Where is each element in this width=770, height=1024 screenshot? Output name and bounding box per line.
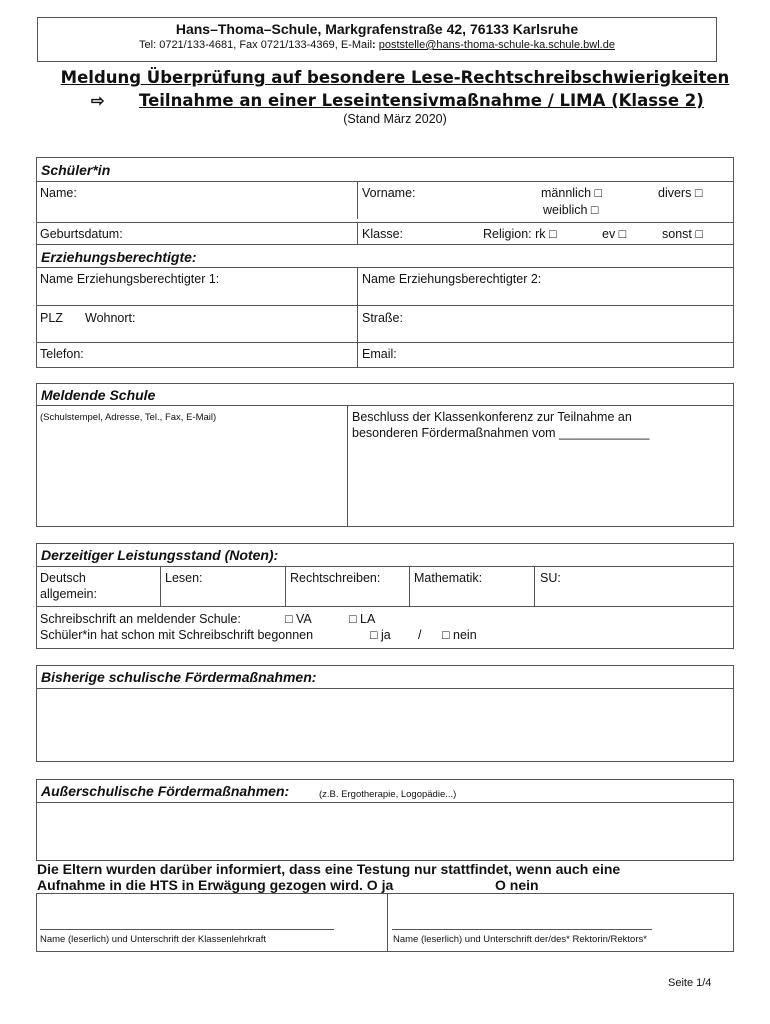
gender-female-checkbox[interactable]: weiblich □ [543, 203, 599, 217]
external-support-title: Außerschulische Fördermaßnahmen: [41, 783, 290, 799]
gender-diverse-checkbox[interactable]: divers □ [658, 186, 703, 200]
rector-signature-line[interactable] [392, 929, 652, 930]
form-title: Meldung Überprüfung auf besondere Lese-Rechtschreibschwierigkeiten [60, 68, 730, 87]
cursive-script-label: Schreibschrift an meldender Schule: [40, 612, 241, 626]
cursive-started-label: Schüler*in hat schon mit Schreibschrift begonnen [40, 628, 314, 642]
name-field[interactable]: Name: [40, 186, 77, 200]
guardians-section-title: Erziehungsberechtigte: [41, 249, 197, 265]
school-name: Hans–Thoma–Schule, Markgrafenstraße 42, 76133 Karlsruhe [175, 21, 579, 37]
school-support-field[interactable] [37, 689, 733, 761]
cursive-la-checkbox[interactable]: □ LA [349, 612, 376, 626]
vorname-field[interactable]: Vorname: [362, 186, 416, 200]
rector-signature-label: Name (leserlich) und Unterschrift der/des* Rektorin/Rektors* [393, 934, 647, 945]
grade-lesen-field[interactable]: Lesen: [165, 571, 203, 585]
performance-title: Derzeitiger Leistungsstand (Noten): [41, 547, 279, 563]
plz-field[interactable]: PLZ [40, 311, 63, 325]
religion-ev-checkbox[interactable]: ev □ [602, 227, 627, 241]
school-email-link[interactable]: poststelle@hans-thoma-schule-ka.schule.bwl.de [378, 39, 615, 51]
grade-su-field[interactable]: SU: [540, 571, 561, 585]
telefon-field[interactable]: Telefon: [40, 347, 84, 361]
guardian1-name-field[interactable]: Name Erziehungsberechtigter 1: [40, 272, 220, 286]
religion-other-checkbox[interactable]: sonst □ [662, 227, 703, 241]
cursive-slash: / [418, 628, 422, 642]
grade-deutsch-field[interactable]: allgemein: [40, 587, 97, 601]
grade-deutsch-label1: Deutsch [40, 571, 86, 585]
teacher-signature-label: Name (leserlich) und Unterschrift der Klassenlehrkraft [40, 934, 266, 945]
strasse-field[interactable]: Straße: [362, 311, 403, 325]
school-support-title: Bisherige schulische Fördermaßnahmen: [41, 669, 317, 685]
cursive-yes-checkbox[interactable]: □ ja [370, 628, 391, 642]
gender-male-checkbox[interactable]: männlich □ [541, 186, 603, 200]
cursive-va-checkbox[interactable]: □ VA [285, 612, 312, 626]
parents-info-no-option[interactable]: O nein [495, 877, 539, 893]
wohnort-field[interactable]: Wohnort: [85, 311, 136, 325]
external-support-field[interactable] [37, 803, 733, 860]
grade-mathematik-field[interactable]: Mathematik: [414, 571, 483, 585]
cursive-no-checkbox[interactable]: □ nein [442, 628, 477, 642]
form-subtitle: Teilnahme an einer Leseintensivmaßnahme / LIMA (Klasse 2) [139, 91, 704, 110]
contact-text: Tel: 0721/133-4681, Fax 0721/133-4369, E-Mail [139, 39, 373, 51]
external-support-note: (z.B. Ergotherapie, Logopädie...) [319, 789, 457, 800]
arrow-icon: ⇨ [91, 93, 105, 110]
reporting-school-title: Meldende Schule [41, 387, 156, 403]
teacher-signature-line[interactable] [40, 929, 334, 930]
parents-info-line2[interactable]: Aufnahme in die HTS in Erwägung gezogen wird. O ja [37, 877, 394, 893]
student-section-title: Schüler*in [41, 162, 111, 178]
contact-colon: : [372, 39, 376, 51]
form-stand-date: (Stand März 2020) [343, 112, 447, 126]
religion-rk-checkbox[interactable]: Religion: rk □ [483, 227, 557, 241]
geburtsdatum-field[interactable]: Geburtsdatum: [40, 227, 123, 241]
parents-info-line1: Die Eltern wurden darüber informiert, dass eine Testung nur stattfindet, wenn auch eine [37, 861, 621, 877]
school-contact [37, 39, 717, 52]
klasse-field[interactable]: Klasse: [362, 227, 403, 241]
email-field[interactable]: Email: [362, 347, 397, 361]
grade-rechtschreiben-field[interactable]: Rechtschreiben: [290, 571, 381, 585]
school-stamp-area[interactable]: (Schulstempel, Adresse, Tel., Fax, E-Mail) [40, 412, 217, 423]
guardian2-name-field[interactable]: Name Erziehungsberechtigter 2: [362, 272, 542, 286]
page-number: Seite 1/4 [668, 977, 712, 989]
conference-decision-line2[interactable]: besonderen Fördermaßnahmen vom _____________ [352, 426, 650, 440]
conference-decision-line1: Beschluss der Klassenkonferenz zur Teilnahme an [352, 410, 632, 424]
